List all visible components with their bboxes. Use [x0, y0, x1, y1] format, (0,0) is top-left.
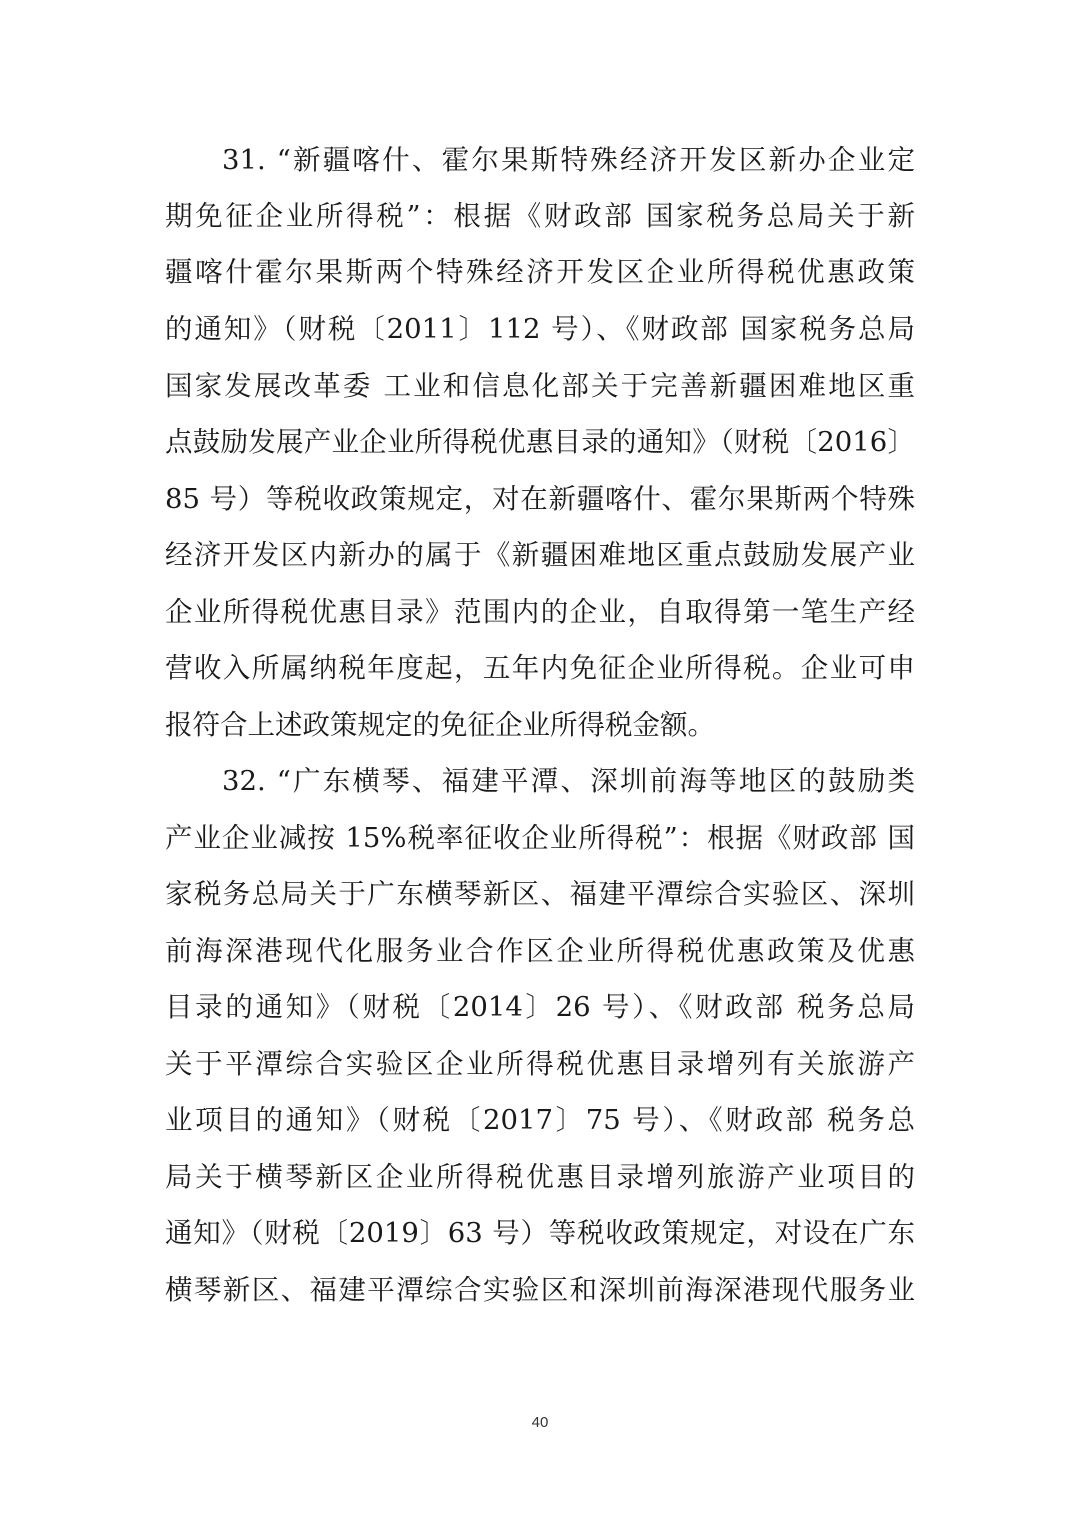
- text-line: 点鼓励发展产业企业所得税优惠目录的通知》（财税〔2016〕: [165, 426, 915, 458]
- text-line: 32. “广东横琴、福建平潭、深圳前海等地区的鼓励类: [222, 765, 915, 797]
- text-line: 通知》（财税〔2019〕63 号）等税收政策规定，对设在广东: [165, 1217, 915, 1249]
- text-line: 85 号）等税收政策规定，对在新疆喀什、霍尔果斯两个特殊: [165, 483, 915, 515]
- text-line: 的通知》（财税〔2011〕112 号）、《财政部 国家税务总局: [165, 313, 915, 345]
- text-line: 企业所得税优惠目录》范围内的企业，自取得第一笔生产经: [165, 596, 915, 628]
- text-line: 报符合上述政策规定的免征企业所得税金额。: [165, 709, 715, 741]
- text-line: 横琴新区、福建平潭综合实验区和深圳前海深港现代服务业: [165, 1274, 915, 1306]
- text-line: 目录的通知》（财税〔2014〕26 号）、《财政部 税务总局: [165, 991, 915, 1023]
- page-number: 40: [531, 1414, 549, 1431]
- text-line: 国家发展改革委 工业和信息化部关于完善新疆困难地区重: [165, 370, 915, 402]
- text-line: 家税务总局关于广东横琴新区、福建平潭综合实验区、深圳: [165, 878, 915, 910]
- text-line: 期免征企业所得税”：根据《财政部 国家税务总局关于新: [165, 200, 915, 232]
- text-line: 经济开发区内新办的属于《新疆困难地区重点鼓励发展产业: [165, 539, 915, 571]
- text-line: 产业企业减按 15%税率征收企业所得税”：根据《财政部 国: [165, 822, 915, 854]
- text-line: 业项目的通知》（财税〔2017〕75 号）、《财政部 税务总: [165, 1104, 915, 1136]
- text-line: 营收入所属纳税年度起，五年内免征企业所得税。企业可申: [165, 652, 915, 684]
- text-line: 关于平潭综合实验区企业所得税优惠目录增列有关旅游产: [165, 1048, 915, 1080]
- text-line: 31. “新疆喀什、霍尔果斯特殊经济开发区新办企业定: [222, 144, 915, 176]
- text-line: 疆喀什霍尔果斯两个特殊经济开发区企业所得税优惠政策: [165, 256, 915, 288]
- text-line: 前海深港现代化服务业合作区企业所得税优惠政策及优惠: [165, 935, 915, 967]
- text-line: 局关于横琴新区企业所得税优惠目录增列旅游产业项目的: [165, 1161, 915, 1193]
